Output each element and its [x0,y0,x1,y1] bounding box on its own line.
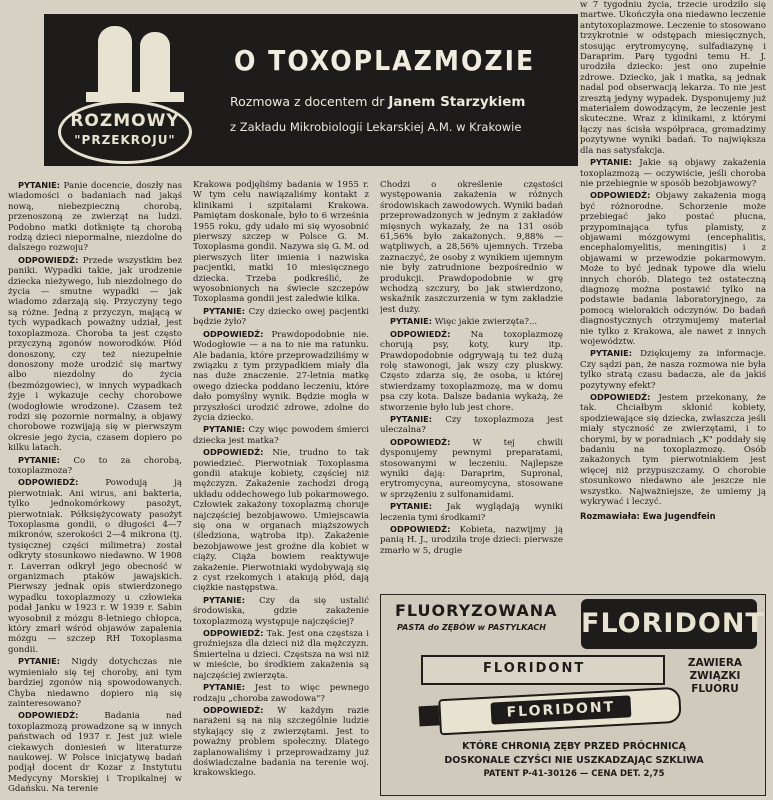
article-subtitle [230,94,526,110]
paragraph-text: Jestem przekonany, że tak. Chciałbym skłonić kobiety, spodziewające się dziecka, zwłaszcza jeśli miały styczność ze zwierzętami, i to chorymi, by w poradniach „K" poddały się badaniu na toxoplazmozę. Osób zakażonych tym pierwotniakiem jest więcej niż przypuszczamy. O chorobie stosunkowo niedawno ale jeszcze nie wszystko. Najważniejsze, że umiemy ją wykrywać i leczyć. [580,393,766,508]
subtitle-prefix: Rozmowa z docentem dr [230,94,389,109]
answer-label: ODPOWIEDŹ: [203,704,264,715]
paragraph [380,180,563,315]
article-title: O TOXOPLAZMOZIE [234,44,536,77]
paragraph [193,180,369,305]
paragraph-text: Chodzi o określenie częstości występowania zakażenia w różnych środowiskach zawodowych. Wyniki badań przeprowadzonych w jednym z zakładów mięsnych wykazały, że na 131 osób 61,56% było zakażonych. 9,88% — wątpliwych, a 28,56% ujemnych. Trzeba zaznaczyć, że osoby z wynikiem ujemnym nie były zatrudnione bezpośrednio w produkcji. Prawdopodobnie w grę wchodzą szczury, bo jak stwierdzono, wskaźnik zaszczurzenia w tym zakładzie jest duży. [380,180,563,315]
paragraph-text: Tak. Jest ona częstsza i groźniejsza dla dzieci niż dla mężczyzn. Śmiertelna u dzieci. Częstsza na wsi niż w mieście, bo środkiem zakażenia są najczęściej zwierzęta. [193,629,369,681]
answer-label: ODPOWIEDŹ: [203,328,264,339]
paragraph [580,157,766,189]
logo-oval [58,100,192,164]
paragraph [380,414,563,436]
paragraph-text: Nigdy dotychczas nie wymieniało się tej choroby, ani tym bardziej zgonów nią spowodowanych. Chyba niedawno dopiero nią się zainteresowano? [8,657,182,709]
paragraph [193,595,369,627]
ad-tube-cap [419,705,440,726]
question-label: PYTANIE: [390,413,432,424]
ad-footer-line-2: DOSKONALE CZYŚCI NIE USZKADZAJĄC SZKLIWA [444,755,704,766]
paragraph-text: Czy dziecko owej pacjentki będzie żyło? [193,306,369,328]
paragraph-text: Objawy zakażenia mogą być różnorodne. Schorzenie może przebiegać jako postać płucna, przypominająca tyfus plamisty, z objawami mózgowymi (encephalitis, encephalomyelitis, meningitis) i z objawami w przewodzie pokarmowym. Może to być jednak typowe dla wielu innych chorób. Dlatego też ostateczną diagnozę można postawić tylko na podstawie badania laboratoryjnego, za pomocą wielorakich odczynów. Do badań diagnostycznych otrzymujemy materiał nie tylko z Krakowa, ale nawet z innych województw. [580,191,766,347]
paragraph [8,255,182,454]
paragraph [193,424,369,446]
paragraph-text: Jest to więc pewnego rodzaju „choroba zawodowa"? [193,683,369,704]
paragraph [193,306,369,328]
question-label: PYTANIE: [590,348,632,359]
paragraph [193,329,369,424]
answer-label: ODPOWIEDŹ: [203,628,264,639]
paragraph-text: w 7 tygodniu życia, trzecie urodziło się martwe. Ukończyła ona niedawno leczenie antytoxoplazmowe. Leczenie to stosowano trzykrotnie w odstępach miesięcznych, stosując erytromycynę, sulfadiazynę i Daraprim. Parę tygodni temu H. J. urodziła dziecko: jest ono zupełnie zdrowe. Dziecko, jak i matka, są jednak nadal pod obserwacją lekarza. To nie jest zresztą jedyny wypadek. Dysponujemy już materiałem dowodzącym, że leczenie jest skuteczne. Wraz z klinikami, z którymi łączy nas ścisła współpraca, gromadzimy pozytywne wyniki badań. To największa dla nas satysfakcja. [580,0,766,156]
paragraph [380,524,563,556]
ad-contains-3: FLUORU [691,683,739,695]
ad-contains-2: ZWIĄZKI [689,670,741,682]
question-label: PYTANIE: [18,454,60,465]
paragraph [380,501,563,523]
logo-text-przekroju: "PRZEKROJU" [74,133,176,147]
paragraph [580,190,766,347]
paragraph [8,455,182,477]
question-label: PYTANIE: [18,656,60,667]
answer-label: ODPOWIEDŹ: [390,328,451,339]
question-label: PYTANIE: [590,157,632,168]
interviewer-byline: Rozmawiała: Ewa Jugendfein [580,510,716,521]
paragraph-text: Krakowa podjęliśmy badania w 1955 r. W tym celu nawiązaliśmy kontakt z klinikami i szpitalami Krakowa. Pamiętam doskonale, było to 6 września 1955 roku, gdy udało mi się wyosobnić pierwszy szczep w Polsce G. M. Toxoplasma gondii. Nazywa się G. M. od pierwszych liter imienia i nazwiska pacjentki, matki 10 miesięcznego dziecka. Trzeba podkreślić, że wyosobnionych na świecie szczepów Toxoplasma gondii jest zaledwie kilka. [193,180,369,305]
paragraph-text: Nie, trudno to tak powiedzieć. Pierwotniak Toxoplasma gondii atakuje kobiety, częściej niż mężczyzn. Zakażenie zachodzi drogą układu oddechowego lub pokarmowego. Człowiek zakażony toxoplazmą choruje najczęściej bezobjawowo. Umiejscawia się ona w organach miąższowych (śledziona, wątroba itp). Zakażenie bezobjawowe jest groźne dla kobiet w ciąży. Ciąża bowiem reaktywuje zakażenie. Pierwotniaki wydobywają się z cyst rzekomych i atakują płód, dają ciężkie następstwa. [193,448,369,594]
answer-label: ODPOWIEDŹ: [390,436,451,447]
question-label: PYTANIE: [390,316,432,327]
paragraph-text: W tej chwili dysponujemy pewnymi preparatami, stosowanymi w leczeniu. Najlepsze wyniki dają: Daraprim, Supronal, erytromycyna, aureomycyna, stosowane w sprzężeniu z sulfonamidami. [380,437,563,500]
answer-label: ODPOWIEDŹ: [18,710,79,721]
paragraph-text: Panie docencie, doszły nas wiadomości o badaniach nad jakąś nową, niebezpieczną chorobą, przenoszoną ze zwierząt na ludzi. Podobno matki dotknięte tą chorobą rodzą dzieci niepormalne, niezdolne do dalszego rozwoju? [8,181,182,254]
paragraph-text: Czy więc powodem śmierci dziecka jest matka? [193,425,369,446]
article-header [44,14,578,166]
ad-paste-line: PASTA do ZĘBÓW w PASTYLKACH [397,623,546,632]
rozmowy-przekroju-logo [48,22,198,162]
paragraph-text: Dziękujemy za informacje. Czy sądzi pan, że nasza rozmowa nie była tylko stratą czasu badacza, ale da jakiś pozytywny efekt? [580,349,766,391]
paragraph-text: Co to za chorobą, toxoplazmoza? [8,455,182,476]
paragraph [380,316,563,327]
paragraph-text: Powodują ją pierwotniak. Ani wirus, ani bakteria, tylko jednokomórkowy pasożyt, pierwotniak. Półksiężycowaty pasożyt Toxoplasma gondii, o długości 4—7 mikronów, szerokości 2—4 mikrona (tj. tysięcznej części milimetra) został odkryty stosunkowo niedawno. W 1908 r. Laverran odkrył jego obecność w organizmach ptaków jawajskich. Pierwszy jednak opis stwierdzonego wypadku toxoplazmozy u człowieka podał Janku w 1923 r. W 1939 r. Sabin wyosobnił z mózgu 8-letniego chłopca, który zmarł wśród objawów zapalenia mózgu — szczep RH Toxoplasma gondii. [8,478,182,655]
paragraph [8,656,182,709]
paragraph [380,437,563,500]
ad-tube-label: FLORIDONT [490,695,631,724]
paragraph [580,0,766,156]
ad-fluoryzowana: FLUORYZOWANA [395,601,558,620]
paragraph-text: W każdym razie narażeni są na nią szczególnie ludzie stykający się z zwierzętami. Jest to poważny problem społeczny. Dlatego zaplanowaliśmy i przeprowadzamy już doświadczalne badania na terenie woj. krakowskiego. [193,705,369,779]
paragraph [8,477,182,655]
question-label: PYTANIE: [203,682,245,693]
question-label: PYTANIE: [18,180,60,190]
logo-figure-right [140,32,170,96]
paragraph-text: Przede wszystkim bez paniki. Wypadki takie, jak urodzenie dziecka nieżywego, lub niezdolnego do życia — smutne wypadki — jak wiadomo zdarzają się. Przyczyny tego są różne. Jedną z przyczyn, mającą w tych wypadkach poważny udział, jest toxoplazmoza. Choroba ta jest często przyczyną zgonów noworodków. Płód donoszony, czy też niezupełnie donoszony może urodzić się martwy albo niezdolny do życia (bezmózgowiec), w innych wypadkach żyje i wykazuje cechy chorobowe (wodogłowie wrodzone). Czasem też rodzi się pozornie normalny, a objawy chorobowe rozwijają się w pierwszym okresie jego życia, czasem dopiero po kilku latach. [8,255,182,454]
ad-footer-line-3: PATENT P-41-30126 — CENA DET. 2,75 [483,769,665,779]
paragraph [580,348,766,391]
question-label: PYTANIE: [203,594,245,605]
question-label: PYTANIE: [203,424,245,435]
ad-brand-text: FLORIDONT [581,608,765,639]
ad-brand-logo [581,599,765,649]
article-affiliation: z Zakładu Mikrobiologii Lekarskiej A.M. w Krakowie [230,120,522,134]
text-column-4 [580,0,766,608]
subtitle-name: Janem Starzykiem [388,94,526,110]
logo-text-rozmowy: ROZMOWY [70,111,180,131]
answer-label: ODPOWIEDŹ: [18,254,79,265]
paragraph [193,682,369,704]
paragraph [8,710,182,794]
ad-product-box [421,655,665,685]
ad-box-label: FLORIDONT [483,661,586,676]
answer-label: ODPOWIEDŹ: [203,447,264,458]
paragraph-text: Czy toxoplazmoza jest uleczalna? [380,414,563,436]
text-column-2 [193,180,369,794]
ad-contains-fluor [665,657,765,696]
paragraph [193,628,369,681]
paragraph-text: Więc jakie zwierzęta?... [431,317,538,328]
paragraph [193,705,369,779]
paragraph-text: Jakie są objawy zakażenia toxoplazmozą — oczywiście, jeśli choroba nie przebiegnie w sposób bezobjawowy? [580,158,766,189]
answer-label: ODPOWIEDŹ: [390,524,451,534]
text-column-1 [8,180,182,794]
ad-footer-line-1: KTÓRE CHRONIĄ ZĘBY PRZED PRÓCHNICĄ [462,741,686,752]
text-column-3 [380,180,563,590]
paragraph-text: Czy da się ustalić środowiska, gdzie zakażenie toxoplazmozą występuje najczęściej? [193,595,369,627]
paragraph-text: Prawdopodobnie nie. Wodogłowie — a na to nie ma ratunku. Ale badania, które przeprowadziliśmy w związku z tym przypadkiem miały dla nas duże znaczenie. 27-letnia matkę owego dziecka poddano leczeniu, które dało pomyślny wynik. Będzie mogła w przyszłości urodzić zdrowe, zdolne do życia dziecko. [193,329,369,423]
paragraph [380,329,563,413]
question-label: PYTANIE: [390,501,432,512]
logo-figure-left [98,26,132,96]
question-label: PYTANIE: [203,305,245,316]
answer-label: ODPOWIEDŹ: [18,477,79,488]
paragraph [580,392,766,507]
paragraph-text: Badania nad toxoplazmozą prowadzone są w innych państwach od 1937 r. Jest już wiele ciekawych doniesień w literaturze naukowej. W Polsce inicjatywę badań podjął docent dr Kozar z Instytutu Medycyny Morskiej i Tropikalnej w Gdańsku. Na terenie [8,711,182,794]
paragraph [193,447,369,594]
answer-label: ODPOWIEDŹ: [590,392,651,403]
paragraph-text: Na toxoplazmozę chorują psy, koty, kury itp. Prawdopodobnie odgrywają tu też dużą rolę stawonogi, jak wszy czy pluskwy. Często zdarza się, że osoba, u której stwierdzamy toxoplazmozę, ma w domu psa czy kota. Dalsze badania wykażą, że stworzenie było lub jest chore. [380,329,563,413]
ad-contains-1: ZAWIERA [687,657,743,669]
paragraph-text: Kobieta, nazwijmy ją panią H. J., urodziła troje dzieci: pierwsze zmarło w 5, drugie [380,525,563,556]
ad-toothpaste-tube [438,687,682,736]
answer-label: ODPOWIEDŹ: [590,190,651,201]
paragraph-text: Jak wyglądają wyniki leczenia tymi środkami? [380,502,563,523]
floridont-advertisement [380,594,766,796]
paragraph [8,180,182,254]
